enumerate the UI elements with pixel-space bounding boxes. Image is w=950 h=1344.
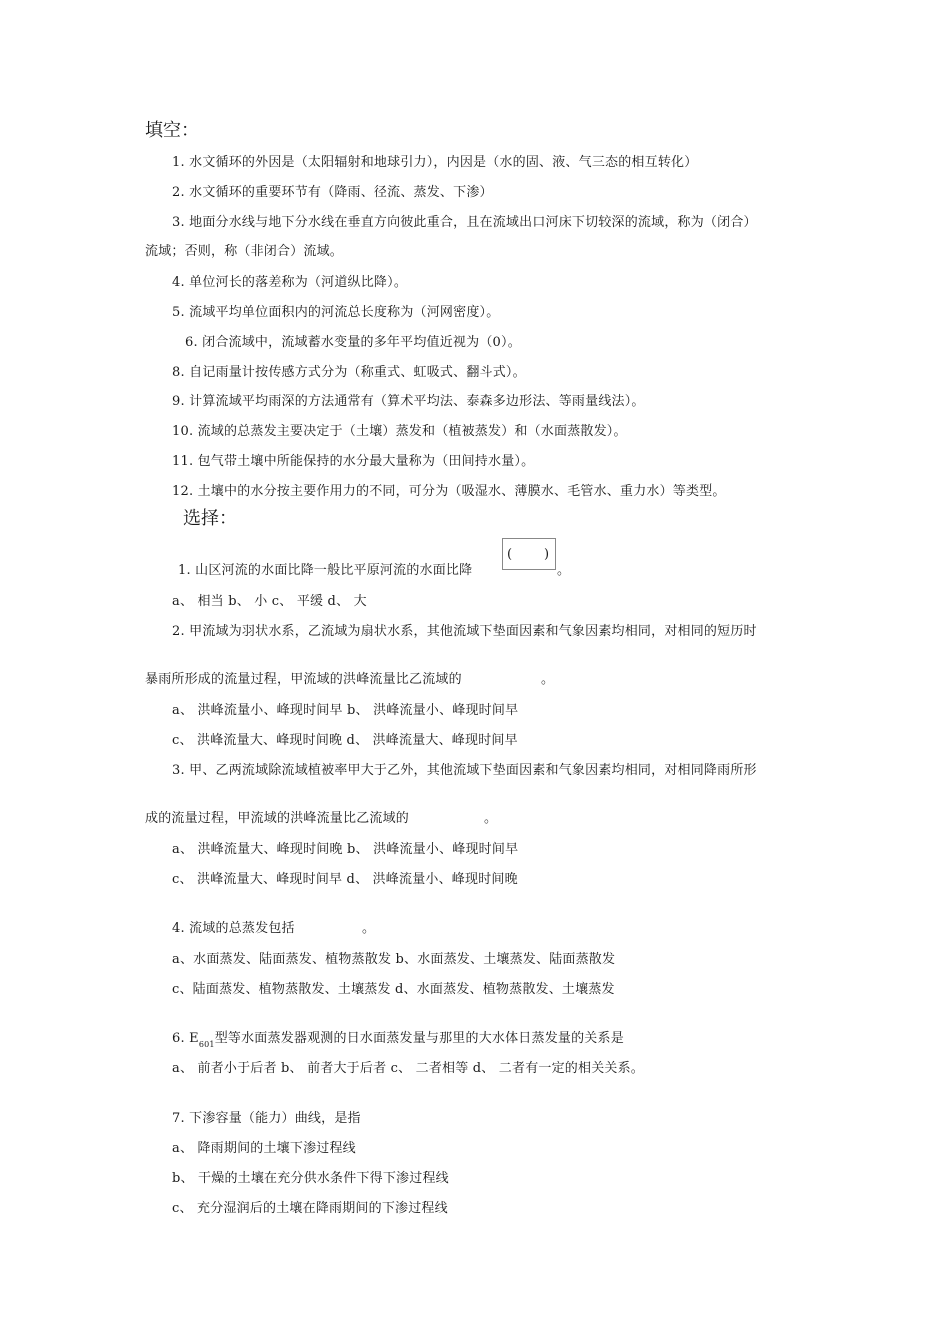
choice-question-2-end: 。 (541, 672, 555, 687)
fill-item: 9. 计算流域平均雨深的方法通常有（算术平均法、泰森多边形法、等雨量线法）。 (172, 394, 645, 409)
choice-question-3-continuation: 成的流量过程，甲流域的洪峰流量比乙流域的 (145, 811, 410, 826)
choice-question-2-continuation: 暴雨所形成的流量过程，甲流域的洪峰流量比乙流域的 (145, 672, 462, 687)
choice-option-b: b、 干燥的土壤在充分供水条件下得下渗过程线 (172, 1171, 449, 1186)
q6-subscript: 601 (198, 1040, 215, 1049)
q6-prefix: 6. E (172, 1031, 199, 1046)
choice-options: a、水面蒸发、陆面蒸发、植物蒸散发 b、水面蒸发、土壤蒸发、陆面蒸散发 (172, 952, 616, 967)
choice-heading: 选择： (183, 508, 237, 529)
choice-question-3-end: 。 (484, 811, 498, 826)
choice-options: c、 洪峰流量大、峰现时间早 d、 洪峰流量小、峰现时间晚 (172, 872, 518, 887)
choice-options: a、 洪峰流量大、峰现时间晚 b、 洪峰流量小、峰现时间早 (172, 842, 519, 857)
fill-item: 10. 流域的总蒸发主要决定于（土壤）蒸发和（植被蒸发）和（水面蒸散发）。 (172, 424, 627, 439)
answer-box-right-paren: ) (544, 547, 550, 562)
choice-options: c、 洪峰流量大、峰现时间晚 d、 洪峰流量大、峰现时间早 (172, 733, 518, 748)
q6-text: 型等水面蒸发器观测的日水面蒸发量与那里的大水体日蒸发量的关系是 (214, 1031, 624, 1046)
choice-option-c: c、 充分湿润后的土壤在降雨期间的下渗过程线 (172, 1201, 448, 1216)
choice-question-3: 3. 甲、乙两流域除流域植被率甲大于乙外，其他流域下垫面因素和气象因素均相同，对相同降雨所形 (172, 763, 757, 778)
fill-item-continuation: 流域；否则，称（非闭合）流域。 (145, 244, 344, 259)
fill-item: 5. 流域平均单位面积内的河流总长度称为（河网密度）。 (172, 305, 500, 320)
choice-options: a、 前者小于后者 b、 前者大于后者 c、 二者相等 d、 二者有一定的相关关系。 (172, 1061, 645, 1076)
fill-heading: 填空： (145, 120, 199, 141)
fill-item: 2. 水文循环的重要环节有（降雨、径流、蒸发、下渗） (172, 185, 493, 200)
choice-options: a、 相当 b、 小 c、 平缓 d、 大 (172, 594, 367, 609)
answer-box-left-paren: ( (507, 547, 513, 562)
choice-question-7: 7. 下渗容量（能力）曲线，是指 (172, 1111, 361, 1126)
choice-question-6 (172, 1030, 624, 1054)
fill-item: 6. 闭合流域中，流域蓄水变量的多年平均值近视为（0）。 (185, 335, 521, 350)
fill-item: 3. 地面分水线与地下分水线在垂直方向彼此重合，且在流域出口河床下切较深的流域，称为（闭合） (172, 215, 757, 230)
choice-question-4-end: 。 (362, 921, 376, 936)
answer-box (502, 538, 556, 570)
choice-option-a: a、 降雨期间的土壤下渗过程线 (172, 1141, 356, 1156)
choice-options: c、陆面蒸发、植物蒸散发、土壤蒸发 d、水面蒸发、植物蒸散发、土壤蒸发 (172, 982, 615, 997)
choice-question-4: 4. 流域的总蒸发包括 (172, 921, 295, 936)
choice-question-2: 2. 甲流域为羽状水系，乙流域为扇状水系，其他流域下垫面因素和气象因素均相同，对相同的短历时 (172, 624, 757, 639)
choice-question-1-end: 。 (557, 563, 571, 578)
fill-item: 4. 单位河长的落差称为（河道纵比降）。 (172, 275, 408, 290)
choice-options: a、 洪峰流量小、峰现时间早 b、 洪峰流量小、峰现时间早 (172, 703, 519, 718)
fill-item: 8. 自记雨量计按传感方式分为（称重式、虹吸式、翻斗式）。 (172, 365, 526, 380)
fill-item: 11. 包气带土壤中所能保持的水分最大量称为（田间持水量）。 (172, 454, 535, 469)
choice-question-1: 1. 山区河流的水面比降一般比平原河流的水面比降 (178, 563, 473, 578)
fill-item: 12. 土壤中的水分按主要作用力的不同，可分为（吸湿水、薄膜水、毛管水、重力水）等类型。 (172, 484, 726, 499)
fill-item: 1. 水文循环的外因是（太阳辐射和地球引力），内因是（水的固、液、气三态的相互转化） (172, 155, 698, 170)
